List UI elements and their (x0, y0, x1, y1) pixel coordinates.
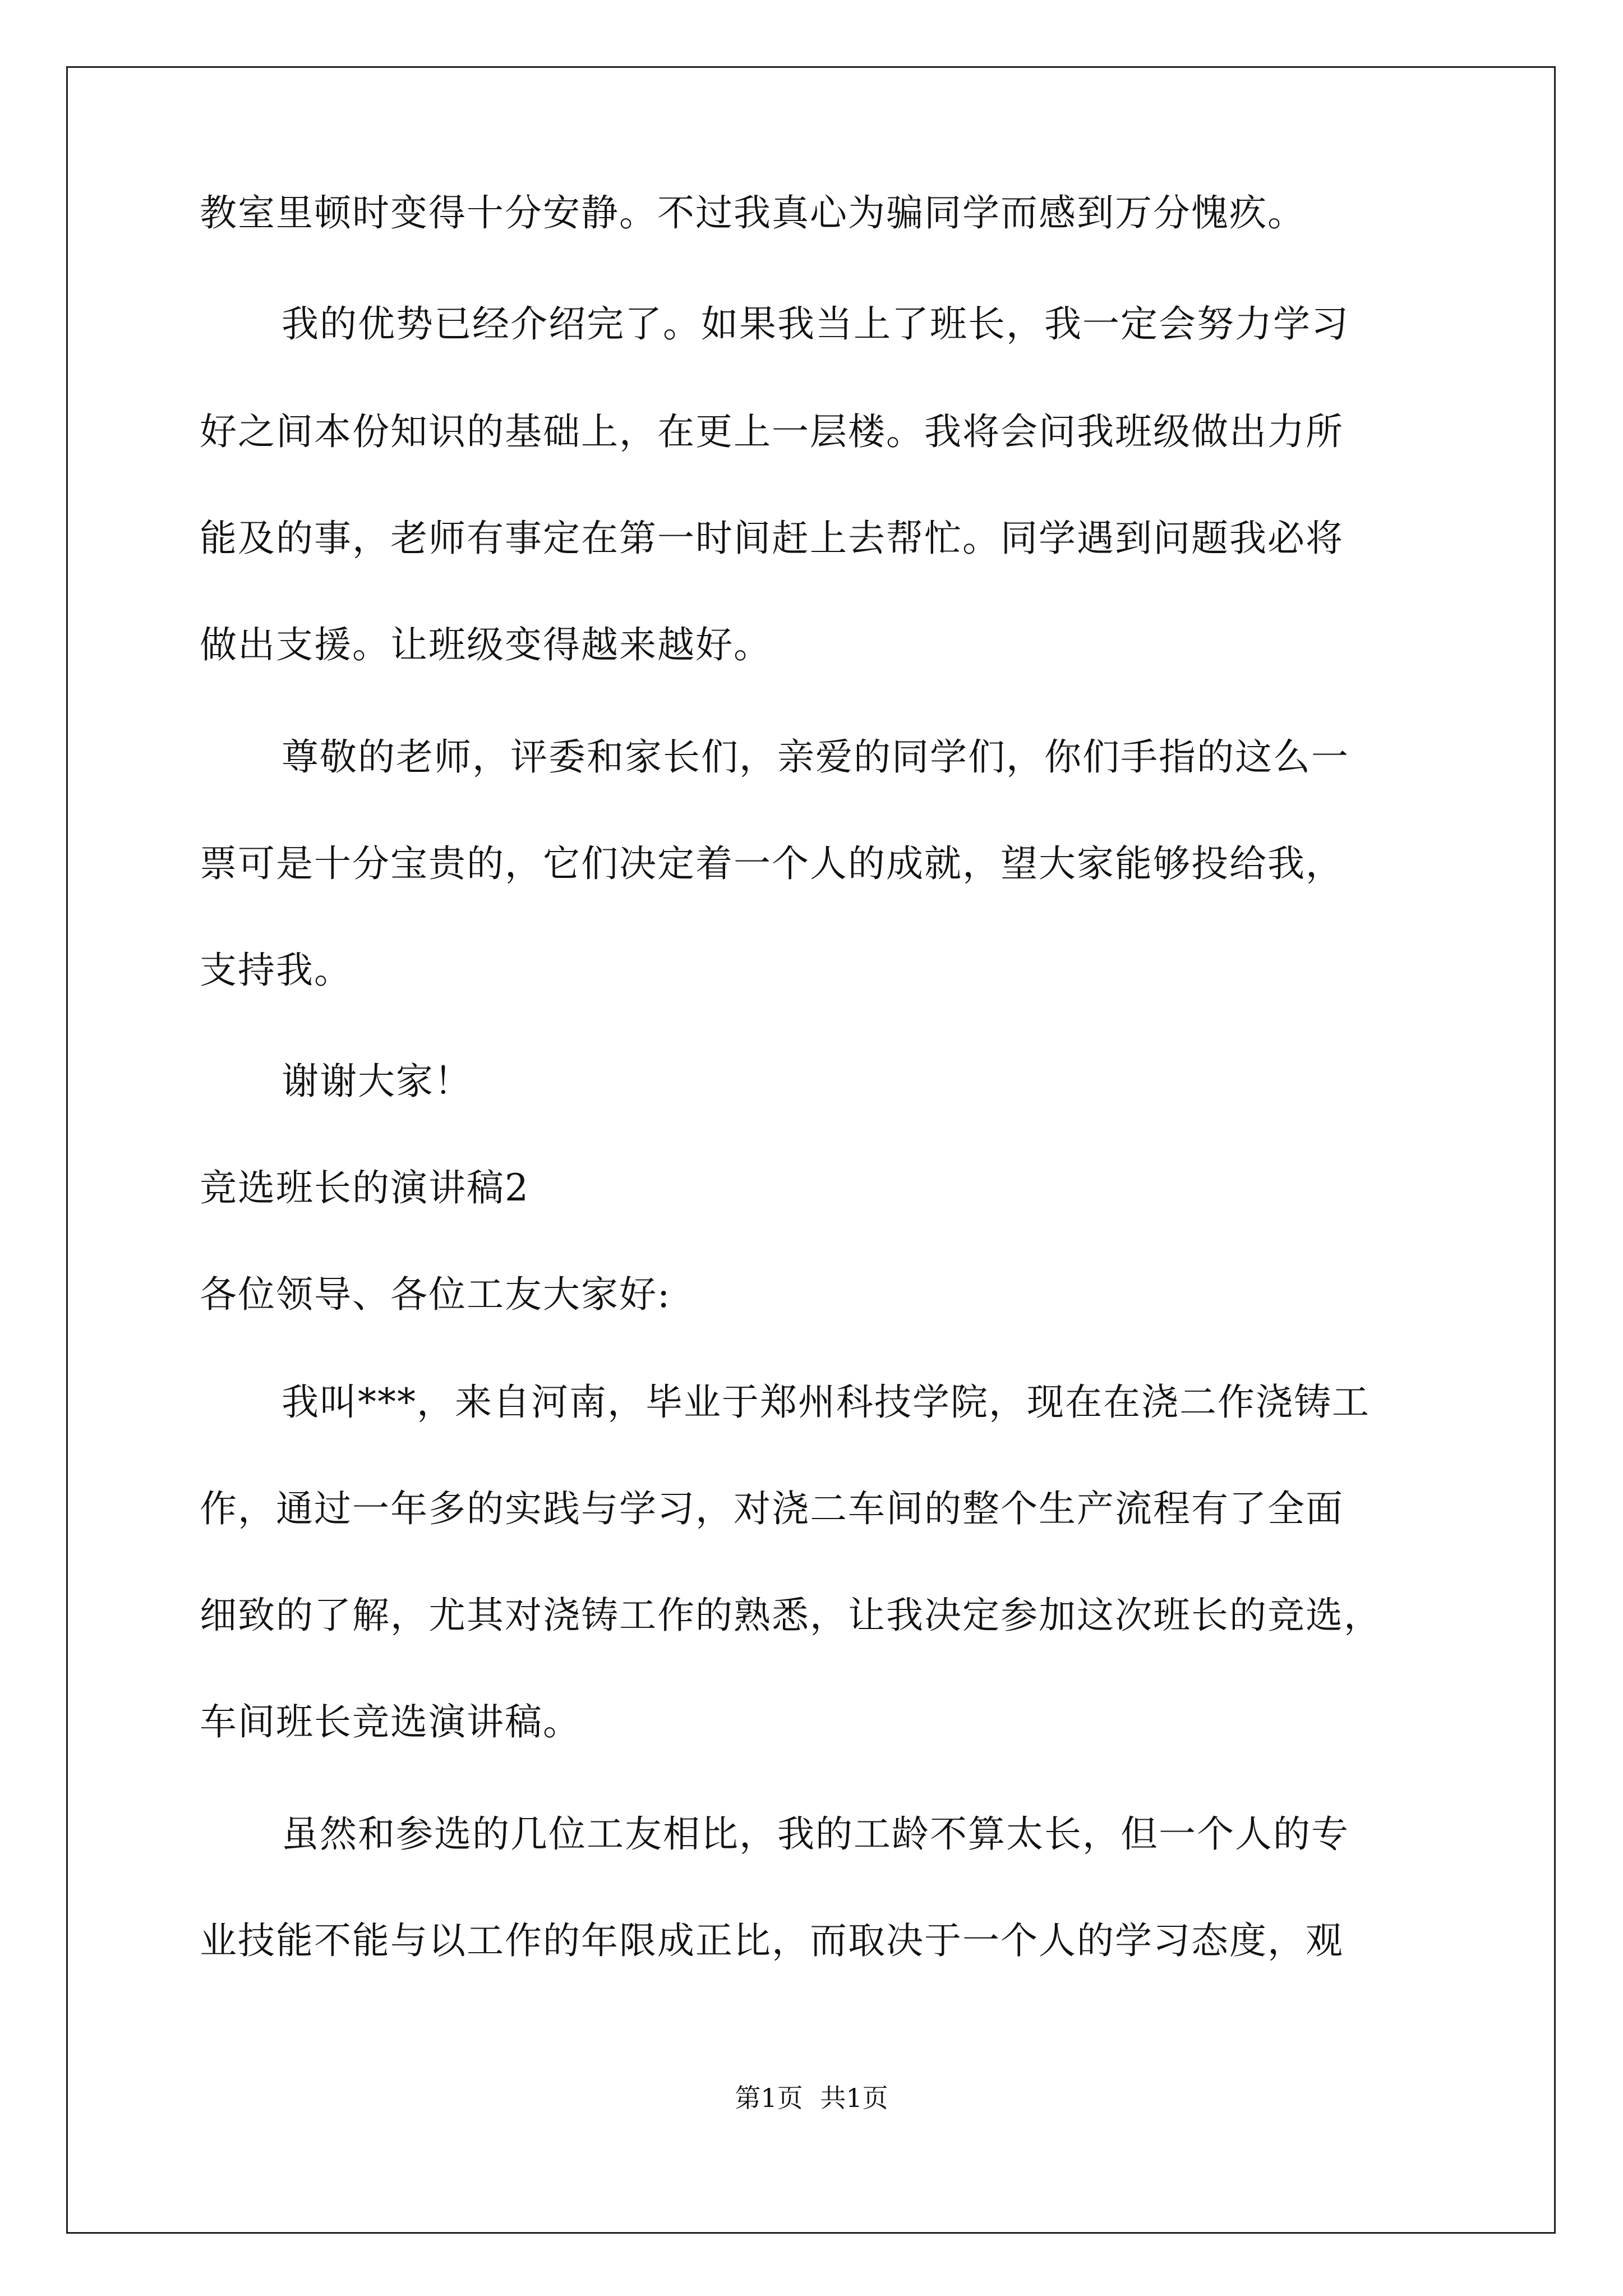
text-line: 支持我。 (200, 949, 352, 992)
page-footer (0, 2081, 1623, 2115)
paragraph-line: 尊敬的老师，评委和家长们，亲爱的同学们，你们手指的这么一 (282, 735, 1349, 779)
page-number: 第1页 (735, 2083, 803, 2113)
paragraph-line: 我的优势已经介绍完了。如果我当上了班长，我一定会努力学习 (282, 302, 1349, 346)
text-line: 业技能不能与以工作的年限成正比，而取决于一个人的学习态度，观 (200, 1919, 1344, 1962)
text-line: 作，通过一年多的实践与学习，对浇二车间的整个生产流程有了全面 (200, 1487, 1344, 1530)
page-total: 共1页 (820, 2083, 888, 2113)
text-line: 好之间本份知识的基础上，在更上一层楼。我将会问我班级做出力所 (200, 410, 1344, 453)
text-line: 细致的了解，尤其对浇铸工作的熟悉，让我决定参加这次班长的竞选， (200, 1594, 1382, 1637)
text-line: 票可是十分宝贵的，它们决定着一个人的成就，望大家能够投给我， (200, 842, 1344, 885)
paragraph-line: 谢谢大家！ (282, 1060, 472, 1103)
text-line: 车间班长竞选演讲稿。 (200, 1700, 581, 1743)
paragraph-line: 虽然和参选的几位工友相比，我的工龄不算太长，但一个人的专 (282, 1812, 1349, 1856)
page-border (66, 66, 1556, 2234)
text-line: 教室里顿时变得十分安静。不过我真心为骗同学而感到万分愧疚。 (200, 191, 1306, 234)
text-line: 能及的事，老师有事定在第一时间赶上去帮忙。同学遇到问题我必将 (200, 517, 1344, 560)
paragraph-line: 我叫***，来自河南，毕业于郑州科技学院，现在在浇二作浇铸工 (282, 1381, 1370, 1424)
section-heading: 竞选班长的演讲稿2 (200, 1166, 529, 1209)
salutation: 各位领导、各位工友大家好: (200, 1273, 671, 1316)
text-line: 做出支援。让班级变得越来越好。 (200, 623, 772, 666)
